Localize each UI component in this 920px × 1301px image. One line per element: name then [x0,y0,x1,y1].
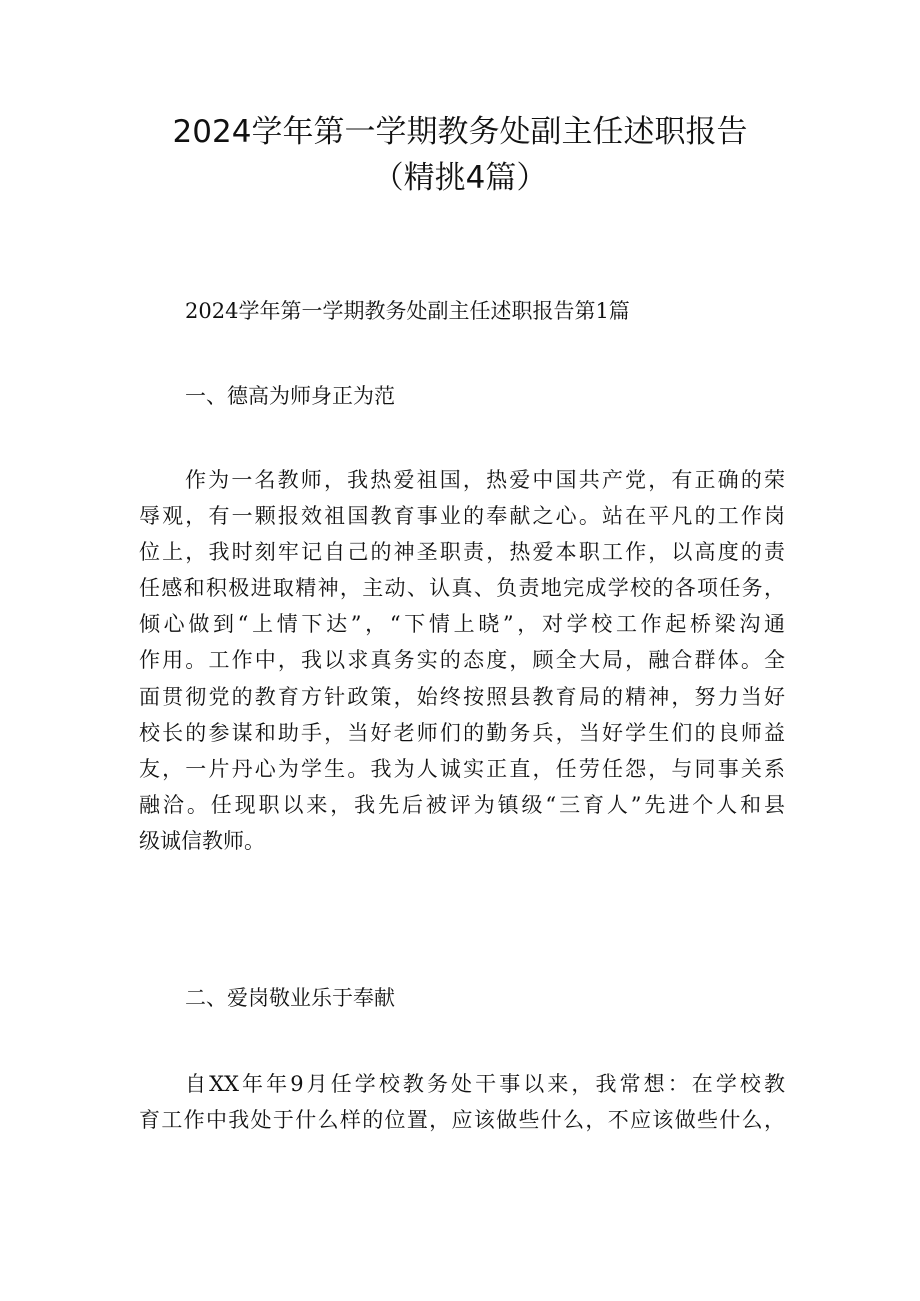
paragraph-line: 级诚信教师。 [139,828,265,853]
section-paragraph-1 [139,462,785,859]
article-subtitle: 2024学年第一学期教务处副主任述职报告第1篇 [185,299,630,323]
section-heading-2: 二、爱岗敬业乐于奉献 [185,986,395,1010]
document-title: 2024学年第一学期教务处副主任述职报告 [172,114,748,150]
paragraph-line: 任感和积极进取精神，主动、认真、负责地完成学校的各项任务， [139,576,785,601]
section-heading-1: 一、德高为师身正为范 [185,384,395,408]
paragraph-line: 辱观，有一颗报效祖国教育事业的奉献之心。站在平凡的工作岗 [139,504,785,529]
paragraph-line: 友，一片丹心为学生。我为人诚实正直，任劳任怨，与同事关系 [139,756,785,781]
paragraph-line: 融洽。任现职以来，我先后被评为镇级“三育人”先进个人和县 [139,792,785,817]
paragraph-line: 作为一名教师，我热爱祖国，热爱中国共产党，有正确的荣 [185,468,785,492]
section-paragraph-2 [139,1066,785,1138]
paragraph-line: 作用。工作中，我以求真务实的态度，顾全大局，融合群体。全 [139,648,785,673]
paragraph-line: 自XX年年9月任学校教务处干事以来，我常想：在学校教 [185,1072,785,1096]
paragraph-line: 育工作中我处于什么样的位置，应该做些什么，不应该做些什么， [139,1108,785,1133]
document-title-note: （精挑4篇） [372,160,548,196]
paragraph-line: 位上，我时刻牢记自己的神圣职责，热爱本职工作，以高度的责 [139,540,785,565]
paragraph-line: 校长的参谋和助手，当好老师们的勤务兵，当好学生们的良师益 [139,720,785,745]
paragraph-line: 倾心做到“上情下达”，“下情上晓”，对学校工作起桥梁沟通 [139,612,785,637]
paragraph-line: 面贯彻党的教育方针政策，始终按照县教育局的精神，努力当好 [139,684,785,709]
